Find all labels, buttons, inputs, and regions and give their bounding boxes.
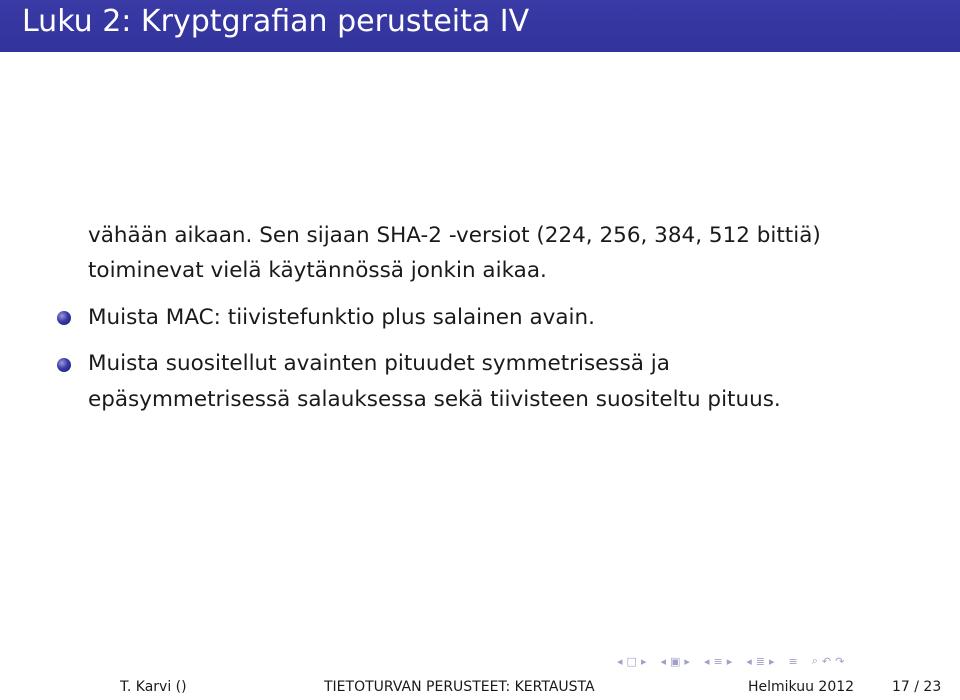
slide-footer [0, 674, 960, 700]
footer-page-number: 17 / 23 [892, 679, 942, 695]
footer-date-box [640, 674, 960, 700]
bullet-text-key-lengths-2: epäsymmetrisessä salauksessa sekä tiivisteen suositeltu pituus. [88, 387, 781, 412]
bullet-icon [57, 311, 71, 325]
bullet-icon [57, 358, 71, 372]
bullet-text-mac: Muista MAC: tiivistefunktio plus salainen avain. [88, 305, 595, 330]
nav-slide-icon[interactable]: ▣ [670, 654, 681, 668]
nav-subsection-icon[interactable]: ≣ [755, 654, 765, 668]
nav-align-icon[interactable]: ≡ [788, 654, 798, 668]
nav-prev-slide-icon[interactable]: ◂ [660, 654, 666, 668]
nav-next-slide-icon[interactable]: ▸ [684, 654, 690, 668]
bullet-text-key-lengths-1: Muista suositellut avainten pituudet symmetrisessä ja [88, 351, 670, 376]
nav-frame-icon[interactable]: □ [626, 654, 637, 668]
nav-forward-icon[interactable]: ↷ [835, 654, 845, 668]
beamer-navigation [615, 652, 846, 670]
footer-course-box [320, 674, 640, 700]
nav-prev-subsection-icon[interactable]: ◂ [746, 654, 752, 668]
nav-prev-section-icon[interactable]: ◂ [703, 654, 710, 668]
nav-back-icon[interactable]: ↶ [821, 654, 832, 668]
footer-course-title: TIETOTURVAN PERUSTEET: KERTAUSTA [324, 679, 595, 695]
slide-title-bar [0, 0, 960, 52]
continued-line-1: vähään aikaan. Sen sijaan SHA-2 -versiot (224, 256, 384, 512 bittiä) [88, 223, 821, 248]
footer-date: Helmikuu 2012 [748, 679, 855, 695]
nav-prev-frame-icon[interactable]: ◂ [617, 654, 623, 668]
footer-author-box [0, 674, 320, 700]
nav-section-icon[interactable]: ≡ [713, 654, 723, 668]
footer-author: T. Karvi () [120, 679, 187, 695]
continued-line-2: toiminevat vielä käytännössä jonkin aikaa. [88, 258, 547, 283]
nav-search-icon[interactable]: ⌕ [811, 654, 818, 667]
slide-title: Luku 2: Kryptgrafian perusteita IV [22, 4, 530, 39]
nav-next-section-icon[interactable]: ▸ [726, 654, 733, 668]
nav-next-frame-icon[interactable]: ▸ [640, 654, 647, 668]
nav-next-subsection-icon[interactable]: ▸ [768, 654, 775, 668]
